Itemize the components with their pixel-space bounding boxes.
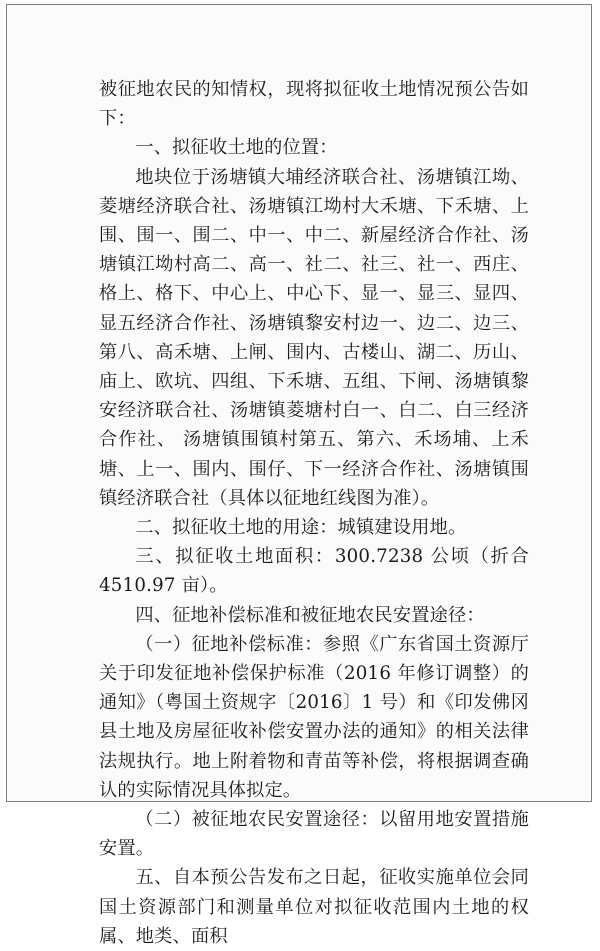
paragraph-area: 三、拟征收土地面积：300.7238 公顷（折合 4510.97 亩）。	[99, 546, 529, 597]
paragraph-resettlement: （二）被征地农民安置途径：以留用地安置措施安置。	[99, 809, 529, 860]
paragraph-purpose: 二、拟征收土地的用途：城镇建设用地。	[135, 517, 467, 539]
paragraph-compensation-standard: （一）征地补偿标准：参照《广东省国土资源厅关于印发征地补偿保护标准（2016 年修订调整）的通知》（粤国土资规字〔2016〕1 号）和《印发佛冈县土地及房屋征收补偿安置办法的通知》的相关法律法规执行。地上附着物和青苗等补偿，将根据调查确认的实际情况具体拟定。	[99, 633, 529, 801]
heading-compensation: 四、征地补偿标准和被征地农民安置途径：	[135, 604, 485, 626]
heading-location: 一、拟征收土地的位置：	[135, 137, 338, 159]
document-page	[6, 4, 592, 947]
paragraph-intro: 被征地农民的知情权，现将拟征收土地情况预公告如下：	[99, 79, 529, 130]
document-body	[99, 75, 529, 951]
paragraph-survey: 五、自本预公告发布之日起，征收实施单位会同国土资源部门和测量单位对拟征收范围内土地的权属、地类、面积	[99, 867, 529, 947]
paragraph-location: 地块位于汤塘镇大埔经济联合社、汤塘镇江坳、菱塘经济联合社、汤塘镇江坳村大禾塘、下禾塘、上围、围一、围二、中一、中二、新屋经济合作社、汤塘镇江坳村高二、高一、社二、社三、社一、西庄、格上、格下、中心上、中心下、显一、显三、显四、显五经济合作社、汤塘镇黎安村边一、边二、边三、第八、高禾塘、上闸、围内、古楼山、湖二、历山、庙上、欧坑、四组、下禾塘、五组、下闸、汤塘镇黎安经济联合社、汤塘镇菱塘村白一、白二、白三经济合作社、 汤塘镇围镇村第五、第六、禾场埔、上禾塘、上一、围内、围仔、下一经济合作社、汤塘镇围镇经济联合社（具体以征地红线图为准）。	[99, 166, 529, 509]
